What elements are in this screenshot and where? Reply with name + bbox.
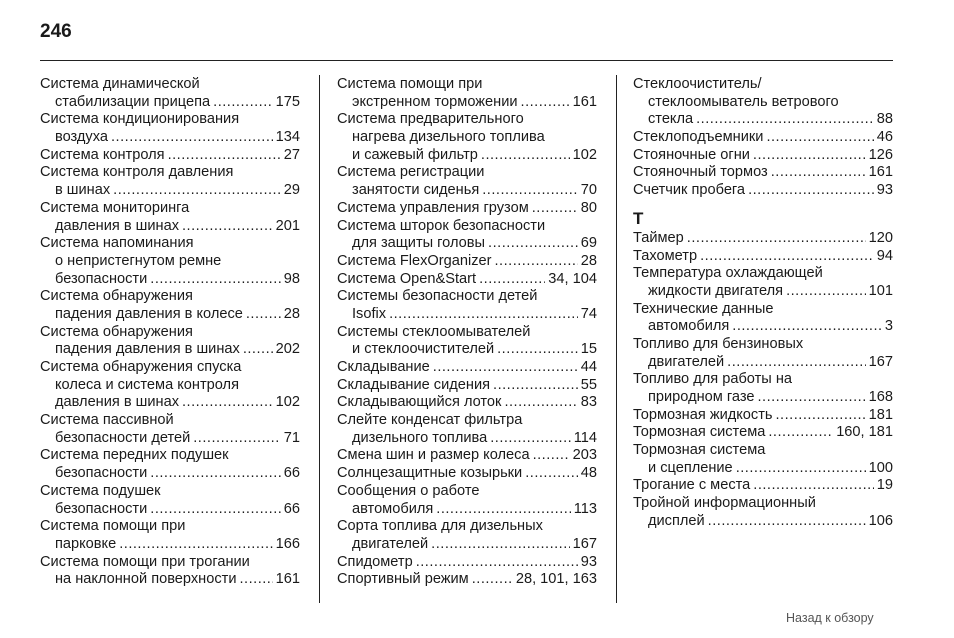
leader-dots — [727, 354, 865, 372]
index-entry-last-line — [337, 447, 597, 465]
index-entry-label: автомобиля — [648, 318, 730, 335]
index-entry-last-line — [633, 129, 893, 147]
index-entry-page[interactable]: 175 — [275, 93, 300, 110]
leader-dots — [771, 164, 866, 182]
index-entry-last-line — [337, 341, 597, 359]
index-entry-label: Система динамической — [40, 76, 200, 92]
index-entry-page[interactable]: 93 — [876, 182, 893, 199]
leader-dots — [521, 94, 570, 112]
index-entry-last-line — [633, 389, 893, 407]
index-entry-last-line — [40, 271, 300, 289]
leader-dots — [431, 536, 569, 554]
index-entry[interactable] — [337, 200, 597, 218]
index-entry-label: Трогание с места — [633, 477, 751, 494]
index-entry-last-line — [337, 253, 597, 271]
index-entry-page[interactable]: 83 — [580, 394, 597, 411]
index-entry[interactable] — [337, 394, 597, 412]
index-entry-label: Система FlexOrganizer — [337, 252, 492, 269]
index-entry[interactable] — [337, 76, 597, 111]
index-entry-label: падения давления в шинах — [55, 341, 240, 358]
index-column-1 — [40, 76, 300, 589]
index-entry-label: Тройной информационный — [633, 495, 816, 512]
index-entry-label: Isofix — [352, 305, 387, 322]
index-entry-label: Стеклоочиститель/ — [633, 76, 762, 92]
index-entry-page[interactable]: 134 — [275, 129, 300, 146]
index-entry-label: Системы стеклоомывателей — [337, 323, 531, 340]
index-entry-last-line — [40, 94, 300, 112]
index-entry[interactable] — [40, 147, 300, 165]
index-entry[interactable] — [337, 377, 597, 395]
index-entry-label: Тормозная система — [633, 442, 766, 459]
leader-dots — [436, 501, 570, 519]
index-entry-last-line — [337, 147, 597, 165]
index-entry-last-line — [337, 394, 597, 412]
index-entry-last-line — [40, 182, 300, 200]
leader-dots — [708, 513, 866, 531]
index-entry-last-line — [337, 200, 597, 218]
index-entry[interactable] — [40, 359, 300, 412]
leader-dots — [494, 253, 577, 271]
index-entry-page[interactable]: 29 — [283, 182, 300, 199]
index-entry-page[interactable]: 113 — [573, 500, 597, 517]
index-entry-last-line — [337, 94, 597, 112]
index-entry[interactable] — [40, 111, 300, 146]
index-entry-label: стекла — [648, 111, 694, 128]
index-entry-label: Таймер — [633, 229, 684, 246]
index-entry-last-line — [40, 571, 300, 589]
index-entry[interactable] — [337, 359, 597, 377]
leader-dots — [193, 430, 281, 448]
index-entry-last-line — [40, 465, 300, 483]
index-entry-last-line — [633, 283, 893, 301]
index-entry[interactable] — [40, 324, 300, 359]
index-entry-label: Складывание — [337, 359, 430, 375]
index-entry-label: колеса и система контроля — [55, 376, 239, 393]
leader-dots — [482, 182, 578, 200]
leader-dots — [768, 424, 833, 442]
index-entry-last-line — [633, 513, 893, 531]
index-entry-label: безопасности — [55, 500, 148, 517]
index-entry-label: экстренном торможении — [352, 93, 518, 110]
index-entry-page[interactable]: 28, 101, 163 — [515, 571, 597, 588]
index-entry-label: Система контроля давления — [40, 164, 234, 181]
index-entry-label: Солнцезащитные козырьки — [337, 465, 523, 482]
index-entry-label: давления в шинах — [55, 217, 179, 234]
index-entry-label: безопасности детей — [55, 429, 191, 446]
index-entry[interactable] — [633, 164, 893, 182]
index-entry-label: дисплей — [648, 512, 705, 529]
index-entry-label: Сообщения о работе — [337, 482, 480, 499]
index-entry-page[interactable]: 66 — [283, 500, 300, 517]
index-entry[interactable] — [633, 182, 893, 200]
leader-dots — [757, 389, 865, 407]
index-entry-page[interactable]: 167 — [868, 353, 893, 370]
index-entry-page[interactable]: 114 — [573, 429, 597, 446]
index-entry-page[interactable]: 181 — [868, 406, 893, 423]
index-entry-label: в шинах — [55, 182, 111, 199]
index-entry-page[interactable]: 126 — [868, 146, 893, 163]
leader-dots — [113, 182, 281, 200]
index-entry[interactable] — [337, 111, 597, 164]
index-entry-last-line — [633, 111, 893, 129]
index-entry[interactable] — [633, 147, 893, 165]
leader-dots — [479, 271, 545, 289]
index-entry-page[interactable]: 168 — [868, 389, 893, 405]
column-divider — [319, 75, 320, 603]
index-entry-label: безопасности — [55, 465, 148, 482]
index-entry[interactable] — [40, 554, 300, 589]
index-entry[interactable] — [633, 407, 893, 425]
index-entry-label: нагрева дизельного топлива — [352, 129, 545, 146]
index-entry-last-line — [337, 536, 597, 554]
index-entry-page[interactable]: 98 — [283, 270, 300, 287]
leader-dots — [753, 147, 866, 165]
index-column-2 — [337, 76, 597, 589]
index-entry-page[interactable]: 167 — [572, 535, 597, 552]
index-entry-label: Тахометр — [633, 247, 698, 264]
leader-dots — [150, 271, 281, 289]
index-column-3 — [633, 76, 893, 531]
index-entry-label: жидкости двигателя — [648, 282, 784, 299]
index-entry-label: Системы безопасности детей — [337, 288, 538, 305]
index-entry[interactable] — [633, 336, 893, 371]
leader-dots — [389, 306, 578, 324]
index-entry-last-line — [337, 430, 597, 448]
index-entry-last-line — [633, 147, 893, 165]
index-entry-label: занятости сиденья — [352, 182, 480, 199]
index-entry[interactable] — [40, 447, 300, 482]
index-entry-label: и сцепление — [648, 459, 733, 476]
leader-dots — [766, 129, 873, 147]
index-entry[interactable] — [337, 447, 597, 465]
leader-dots — [150, 501, 281, 519]
leader-dots — [493, 377, 578, 395]
leader-dots — [433, 359, 578, 377]
index-entry-last-line — [633, 248, 893, 266]
index-entry-label: природном газе — [648, 389, 755, 405]
index-entry-label: падения давления в колесе — [55, 305, 243, 322]
leader-dots — [111, 129, 273, 147]
index-entry-label: Система мониторинга — [40, 199, 190, 216]
leader-dots — [504, 394, 577, 412]
index-entry-page[interactable]: 102 — [275, 394, 300, 411]
index-entry[interactable] — [633, 371, 893, 406]
index-entry-page[interactable]: 80 — [580, 199, 597, 216]
leader-dots — [490, 430, 571, 448]
index-entry[interactable] — [633, 265, 893, 300]
leader-dots — [168, 147, 281, 165]
index-entry-label: Температура охлаждающей — [633, 265, 823, 282]
index-entry-page[interactable]: 120 — [868, 229, 893, 246]
leader-dots — [776, 407, 866, 425]
index-entry-page[interactable]: 34, 104 — [548, 270, 597, 287]
leader-dots — [786, 283, 866, 301]
index-entry[interactable] — [337, 412, 597, 447]
leader-dots — [532, 200, 578, 218]
index-entry-last-line — [337, 235, 597, 253]
leader-dots — [687, 230, 866, 248]
index-entry-last-line — [40, 430, 300, 448]
index-entry-label: Система обнаружения — [40, 323, 193, 340]
index-entry-last-line — [40, 147, 300, 165]
column-divider — [616, 75, 617, 603]
leader-dots — [748, 182, 874, 200]
index-entry[interactable] — [40, 235, 300, 288]
index-entry-label: на наклонной поверхности — [55, 571, 237, 588]
index-entry-label: Система контроля — [40, 146, 165, 163]
index-entry-label: двигателей — [352, 535, 429, 552]
index-entry-label: Складывающийся лоток — [337, 394, 502, 411]
index-entry-page[interactable]: 88 — [876, 111, 893, 128]
leader-dots — [700, 248, 874, 266]
index-entry[interactable] — [337, 571, 597, 589]
index-entry[interactable] — [337, 164, 597, 199]
index-entry-label: и стеклоочистителей — [352, 341, 495, 358]
index-entry-label: Система подушек — [40, 482, 161, 499]
index-entry[interactable] — [40, 200, 300, 235]
index-entry-last-line — [633, 354, 893, 372]
index-entry-last-line — [633, 230, 893, 248]
index-entry-page[interactable]: 71 — [283, 429, 300, 446]
index-entry-last-line — [40, 341, 300, 359]
index-entry[interactable] — [337, 554, 597, 572]
index-entry-last-line — [337, 571, 597, 589]
index-entry-page[interactable]: 28 — [580, 252, 597, 269]
index-entry[interactable] — [633, 248, 893, 266]
index-entry-last-line — [40, 129, 300, 147]
index-entry[interactable] — [337, 218, 597, 253]
index-entry-page[interactable]: 94 — [876, 247, 893, 264]
index-entry-last-line — [633, 424, 893, 442]
index-entry-last-line — [633, 407, 893, 425]
leader-dots — [119, 536, 272, 554]
index-entry-page[interactable]: 100 — [868, 459, 893, 476]
index-entry-page[interactable]: 106 — [868, 512, 893, 529]
index-entry[interactable] — [40, 518, 300, 553]
leader-dots — [416, 554, 578, 572]
index-entry[interactable] — [633, 424, 893, 442]
index-entry-page[interactable]: 160, 181 — [836, 424, 893, 441]
index-entry-page[interactable]: 203 — [572, 447, 597, 464]
leader-dots — [213, 94, 273, 112]
leader-dots — [472, 571, 513, 589]
index-entry[interactable] — [633, 495, 893, 530]
index-entry-label: Стояночный тормоз — [633, 164, 768, 181]
index-entry[interactable] — [337, 518, 597, 553]
index-entry-page[interactable]: 202 — [275, 341, 300, 358]
index-entry-label: Система шторок безопасности — [337, 217, 546, 234]
index-entry-label: Система кондиционирования — [40, 111, 240, 128]
index-entry-label: Смена шин и размер колеса — [337, 447, 530, 464]
index-entry-last-line — [337, 271, 597, 289]
leader-dots — [239, 571, 272, 589]
index-entry-page[interactable]: 19 — [876, 477, 893, 494]
index-entry-page[interactable]: 55 — [580, 376, 597, 393]
page-number: 246 — [40, 21, 72, 42]
leader-dots — [736, 460, 866, 478]
index-entry[interactable] — [633, 442, 893, 477]
index-entry-label: Слейте конденсат фильтра — [337, 412, 523, 429]
index-entry-page[interactable]: 48 — [580, 465, 597, 482]
leader-dots — [525, 465, 578, 483]
index-entry[interactable] — [337, 483, 597, 518]
index-entry-label: Спортивный режим — [337, 571, 469, 588]
leader-dots — [246, 306, 281, 324]
leader-dots — [732, 318, 882, 336]
index-entry-last-line — [40, 536, 300, 554]
index-entry-page[interactable]: 44 — [580, 359, 597, 375]
index-entry-last-line — [337, 377, 597, 395]
index-letter-heading: Т — [633, 208, 644, 228]
index-entry-page[interactable]: 93 — [580, 553, 597, 570]
index-entry-label: для защиты головы — [352, 235, 486, 252]
index-entry-label: дизельного топлива — [352, 429, 488, 446]
leader-dots — [150, 465, 281, 483]
index-entry-label: Тормозная жидкость — [633, 406, 773, 423]
leader-dots — [182, 218, 273, 236]
leader-dots — [488, 235, 578, 253]
index-entry-page[interactable]: 28 — [283, 305, 300, 322]
index-entry-last-line — [337, 465, 597, 483]
leader-dots — [696, 111, 874, 129]
index-entry-last-line — [40, 218, 300, 236]
index-entry[interactable] — [40, 76, 300, 111]
index-entry-label: Система Open&Start — [337, 270, 477, 287]
index-entry-label: Стеклоподъемники — [633, 129, 764, 146]
index-entry-last-line — [633, 460, 893, 478]
index-entry-page[interactable]: 15 — [580, 341, 597, 358]
index-entry-label: и сажевый фильтр — [352, 146, 478, 163]
header-divider — [40, 60, 893, 61]
index-entry-last-line — [633, 318, 893, 336]
index-entry-label: Технические данные — [633, 300, 774, 317]
index-entry-last-line — [337, 554, 597, 572]
index-entry-label: Топливо для работы на — [633, 371, 792, 388]
index-entry-page[interactable]: 27 — [283, 146, 300, 163]
index-entry-label: воздуха — [55, 129, 108, 146]
index-entry[interactable] — [337, 271, 597, 289]
index-entry-last-line — [633, 182, 893, 200]
index-entry-page[interactable]: 101 — [868, 282, 893, 299]
index-entry-label: Стояночные огни — [633, 146, 750, 163]
index-entry-label: автомобиля — [352, 500, 434, 517]
index-entry-label: двигателей — [648, 353, 725, 370]
index-entry[interactable] — [633, 301, 893, 336]
index-entry-last-line — [633, 477, 893, 495]
index-entry-label: парковке — [55, 535, 117, 552]
index-entry-page[interactable]: 166 — [275, 535, 300, 552]
index-entry-page[interactable]: 66 — [283, 465, 300, 482]
index-entry[interactable] — [40, 412, 300, 447]
index-entry-page[interactable]: 3 — [884, 318, 893, 335]
index-entry-last-line — [40, 501, 300, 519]
index-entry-page[interactable]: 70 — [580, 182, 597, 199]
index-entry-last-line — [337, 182, 597, 200]
index-entry-label: Система регистрации — [337, 164, 485, 181]
index-entry[interactable] — [633, 76, 893, 129]
index-entry-page[interactable]: 69 — [580, 235, 597, 252]
index-entry-label: Система помощи при трогании — [40, 553, 250, 570]
index-entry-page[interactable]: 201 — [275, 217, 300, 234]
index-entry[interactable] — [40, 164, 300, 199]
index-entry-page[interactable]: 161 — [868, 164, 893, 181]
index-entry-label: Складывание сидения — [337, 376, 491, 393]
leader-dots — [481, 147, 570, 165]
index-entry-label: Система управления грузом — [337, 199, 529, 216]
index-entry-last-line — [633, 164, 893, 182]
index-entry-last-line — [40, 306, 300, 324]
index-entry[interactable] — [633, 477, 893, 495]
index-entry-label: стабилизации прицепа — [55, 93, 211, 110]
back-to-overview-link[interactable]: Назад к обзору — [786, 611, 874, 625]
index-entry-label: Система передних подушек — [40, 447, 229, 464]
index-entry[interactable] — [40, 288, 300, 323]
index-entry-label: Спидометр — [337, 553, 413, 570]
index-entry[interactable] — [40, 483, 300, 518]
leader-dots — [182, 394, 273, 412]
index-entry-page[interactable]: 46 — [876, 129, 893, 146]
index-entry-label: Тормозная система — [633, 424, 766, 441]
index-entry-page[interactable]: 74 — [580, 305, 597, 322]
index-entry[interactable] — [633, 230, 893, 248]
index-entry-page[interactable]: 161 — [572, 93, 597, 110]
index-entry-label: стеклоомыватель ветрового — [648, 93, 839, 110]
index-entry[interactable] — [337, 324, 597, 359]
index-entry-label: давления в шинах — [55, 394, 179, 411]
index-entry-page[interactable]: 102 — [572, 146, 597, 163]
index-entry-last-line — [337, 359, 597, 377]
index-entry-label: Система напоминания — [40, 235, 194, 252]
leader-dots — [533, 447, 570, 465]
index-entry-label: Система помощи при — [40, 518, 186, 535]
index-entry-label: безопасности — [55, 270, 148, 287]
leader-dots — [753, 477, 874, 495]
index-entry[interactable] — [337, 288, 597, 323]
index-entry-label: Сорта топлива для дизельных — [337, 518, 543, 535]
index-entry-last-line — [40, 394, 300, 412]
index-entry-label: Счетчик пробега — [633, 182, 746, 199]
index-entry-label: Система помощи при — [337, 76, 483, 92]
index-entry-label: Система предварительного — [337, 111, 524, 128]
index-entry-label: Система обнаружения спуска — [40, 359, 242, 375]
index-entry-label: Топливо для бензиновых — [633, 335, 804, 352]
index-entry[interactable] — [337, 465, 597, 483]
index-entry[interactable] — [633, 129, 893, 147]
index-entry-last-line — [337, 306, 597, 324]
leader-dots — [243, 341, 273, 359]
index-entry-page[interactable]: 161 — [275, 571, 300, 588]
index-entry-label: Система обнаружения — [40, 288, 193, 305]
index-entry-last-line — [337, 501, 597, 519]
index-entry-label: о непристегнутом ремне — [55, 252, 222, 269]
index-entry[interactable] — [337, 253, 597, 271]
leader-dots — [497, 341, 578, 359]
index-entry-label: Система пассивной — [40, 412, 174, 429]
